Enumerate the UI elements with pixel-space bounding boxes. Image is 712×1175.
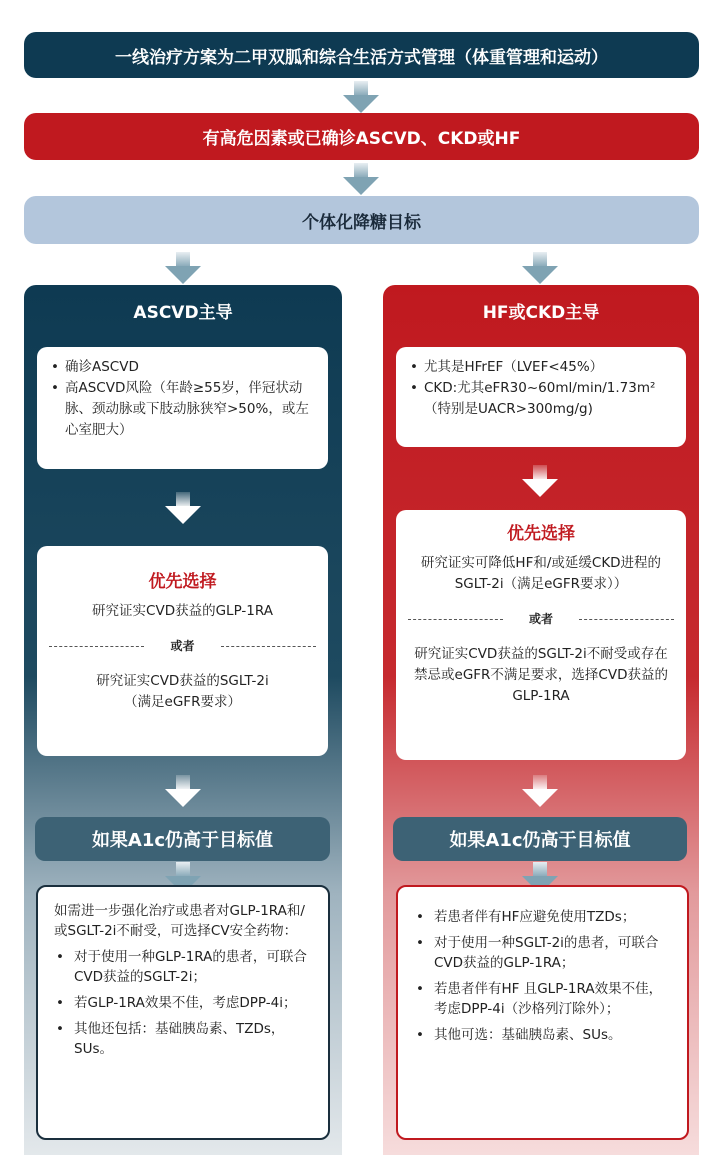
preferred-option: 研究证实CVD获益的GLP-1RA bbox=[92, 603, 273, 619]
or-divider bbox=[49, 636, 316, 657]
further-item: • 若GLP-1RA效果不佳，考虑DPP-4i； bbox=[54, 993, 312, 1013]
criteria-item: • 确诊ASCVD bbox=[49, 357, 316, 378]
glycemic-goal-box: 个体化降糖目标 bbox=[24, 196, 699, 244]
preferred-label: 优先选择 bbox=[148, 572, 217, 592]
arrow-down-icon bbox=[165, 775, 201, 807]
criteria-item: • 高ASCVD风险（年龄≥55岁，伴冠状动脉、颈动脉或下肢动脉狭窄>50%，或左心室肥大） bbox=[49, 378, 316, 441]
a1c-above-target-box: 如果A1c仍高于目标值 bbox=[393, 817, 687, 861]
or-divider bbox=[408, 609, 674, 630]
preferred-option: 研究证实可降低HF和/或延缓CKD进程的SGLT-2i（满足eGFR要求）） bbox=[420, 555, 662, 592]
further-item: • 若患者伴有HF应避免使用TZDs； bbox=[414, 907, 671, 927]
hf-ckd-column-title: HF或CKD主导 bbox=[482, 303, 600, 323]
further-intro: 如需进一步强化治疗或患者对GLP-1RA和/或SGLT-2i不耐受，可选择CV安全药物： bbox=[54, 903, 305, 939]
criteria-item: • 尤其是HFrEF（LVEF<45%） bbox=[408, 357, 674, 378]
arrow-down-icon bbox=[522, 775, 558, 807]
ascvd-further-options-box bbox=[36, 885, 330, 1140]
hf-ckd-criteria-box bbox=[396, 347, 686, 447]
ascvd-criteria-box bbox=[37, 347, 328, 469]
alternative-option-note: （满足eGFR要求） bbox=[124, 694, 241, 710]
further-item: • 对于使用一种SGLT-2i的患者，可联合CVD获益的GLP-1RA； bbox=[414, 933, 671, 973]
hf-ckd-further-options-box bbox=[396, 885, 689, 1140]
or-label: 或者 bbox=[528, 612, 553, 626]
arrow-down-icon bbox=[165, 252, 201, 284]
hf-ckd-preferred-box bbox=[396, 510, 686, 760]
alternative-option: 研究证实CVD获益的SGLT-2i bbox=[96, 673, 269, 689]
arrow-down-icon bbox=[522, 252, 558, 284]
ascvd-preferred-box bbox=[37, 546, 328, 756]
arrow-down-icon bbox=[165, 492, 201, 524]
preferred-label: 优先选择 bbox=[507, 524, 575, 544]
arrow-down-icon bbox=[343, 163, 379, 195]
criteria-item: • CKD:尤其eFR30~60ml/min/1.73m²（特别是UACR>300mg/g) bbox=[408, 378, 674, 420]
further-item: • 其他可选：基础胰岛素、SUs。 bbox=[414, 1025, 671, 1045]
a1c-above-target-box: 如果A1c仍高于目标值 bbox=[35, 817, 330, 861]
arrow-down-icon bbox=[343, 81, 379, 113]
further-item: • 其他还包括：基础胰岛素、TZDs，SUs。 bbox=[54, 1019, 312, 1059]
ascvd-column-title: ASCVD主导 bbox=[133, 303, 233, 323]
risk-factor-box: 有高危因素或已确诊ASCVD、CKD或HF bbox=[24, 113, 699, 160]
or-label: 或者 bbox=[170, 639, 195, 653]
further-item: • 对于使用一种GLP-1RA的患者，可联合CVD获益的SGLT-2i； bbox=[54, 947, 312, 987]
alternative-option: 研究证实CVD获益的SGLT-2i不耐受或存在禁忌或eGFR不满足要求，选择CVD获益的GLP-1RA bbox=[414, 646, 668, 704]
further-item: • 若患者伴有HF 且GLP-1RA效果不佳，考虑DPP-4i（沙格列汀除外）； bbox=[414, 979, 671, 1019]
arrow-down-icon bbox=[522, 465, 558, 497]
first-line-therapy-box: 一线治疗方案为二甲双胍和综合生活方式管理（体重管理和运动） bbox=[24, 32, 699, 78]
